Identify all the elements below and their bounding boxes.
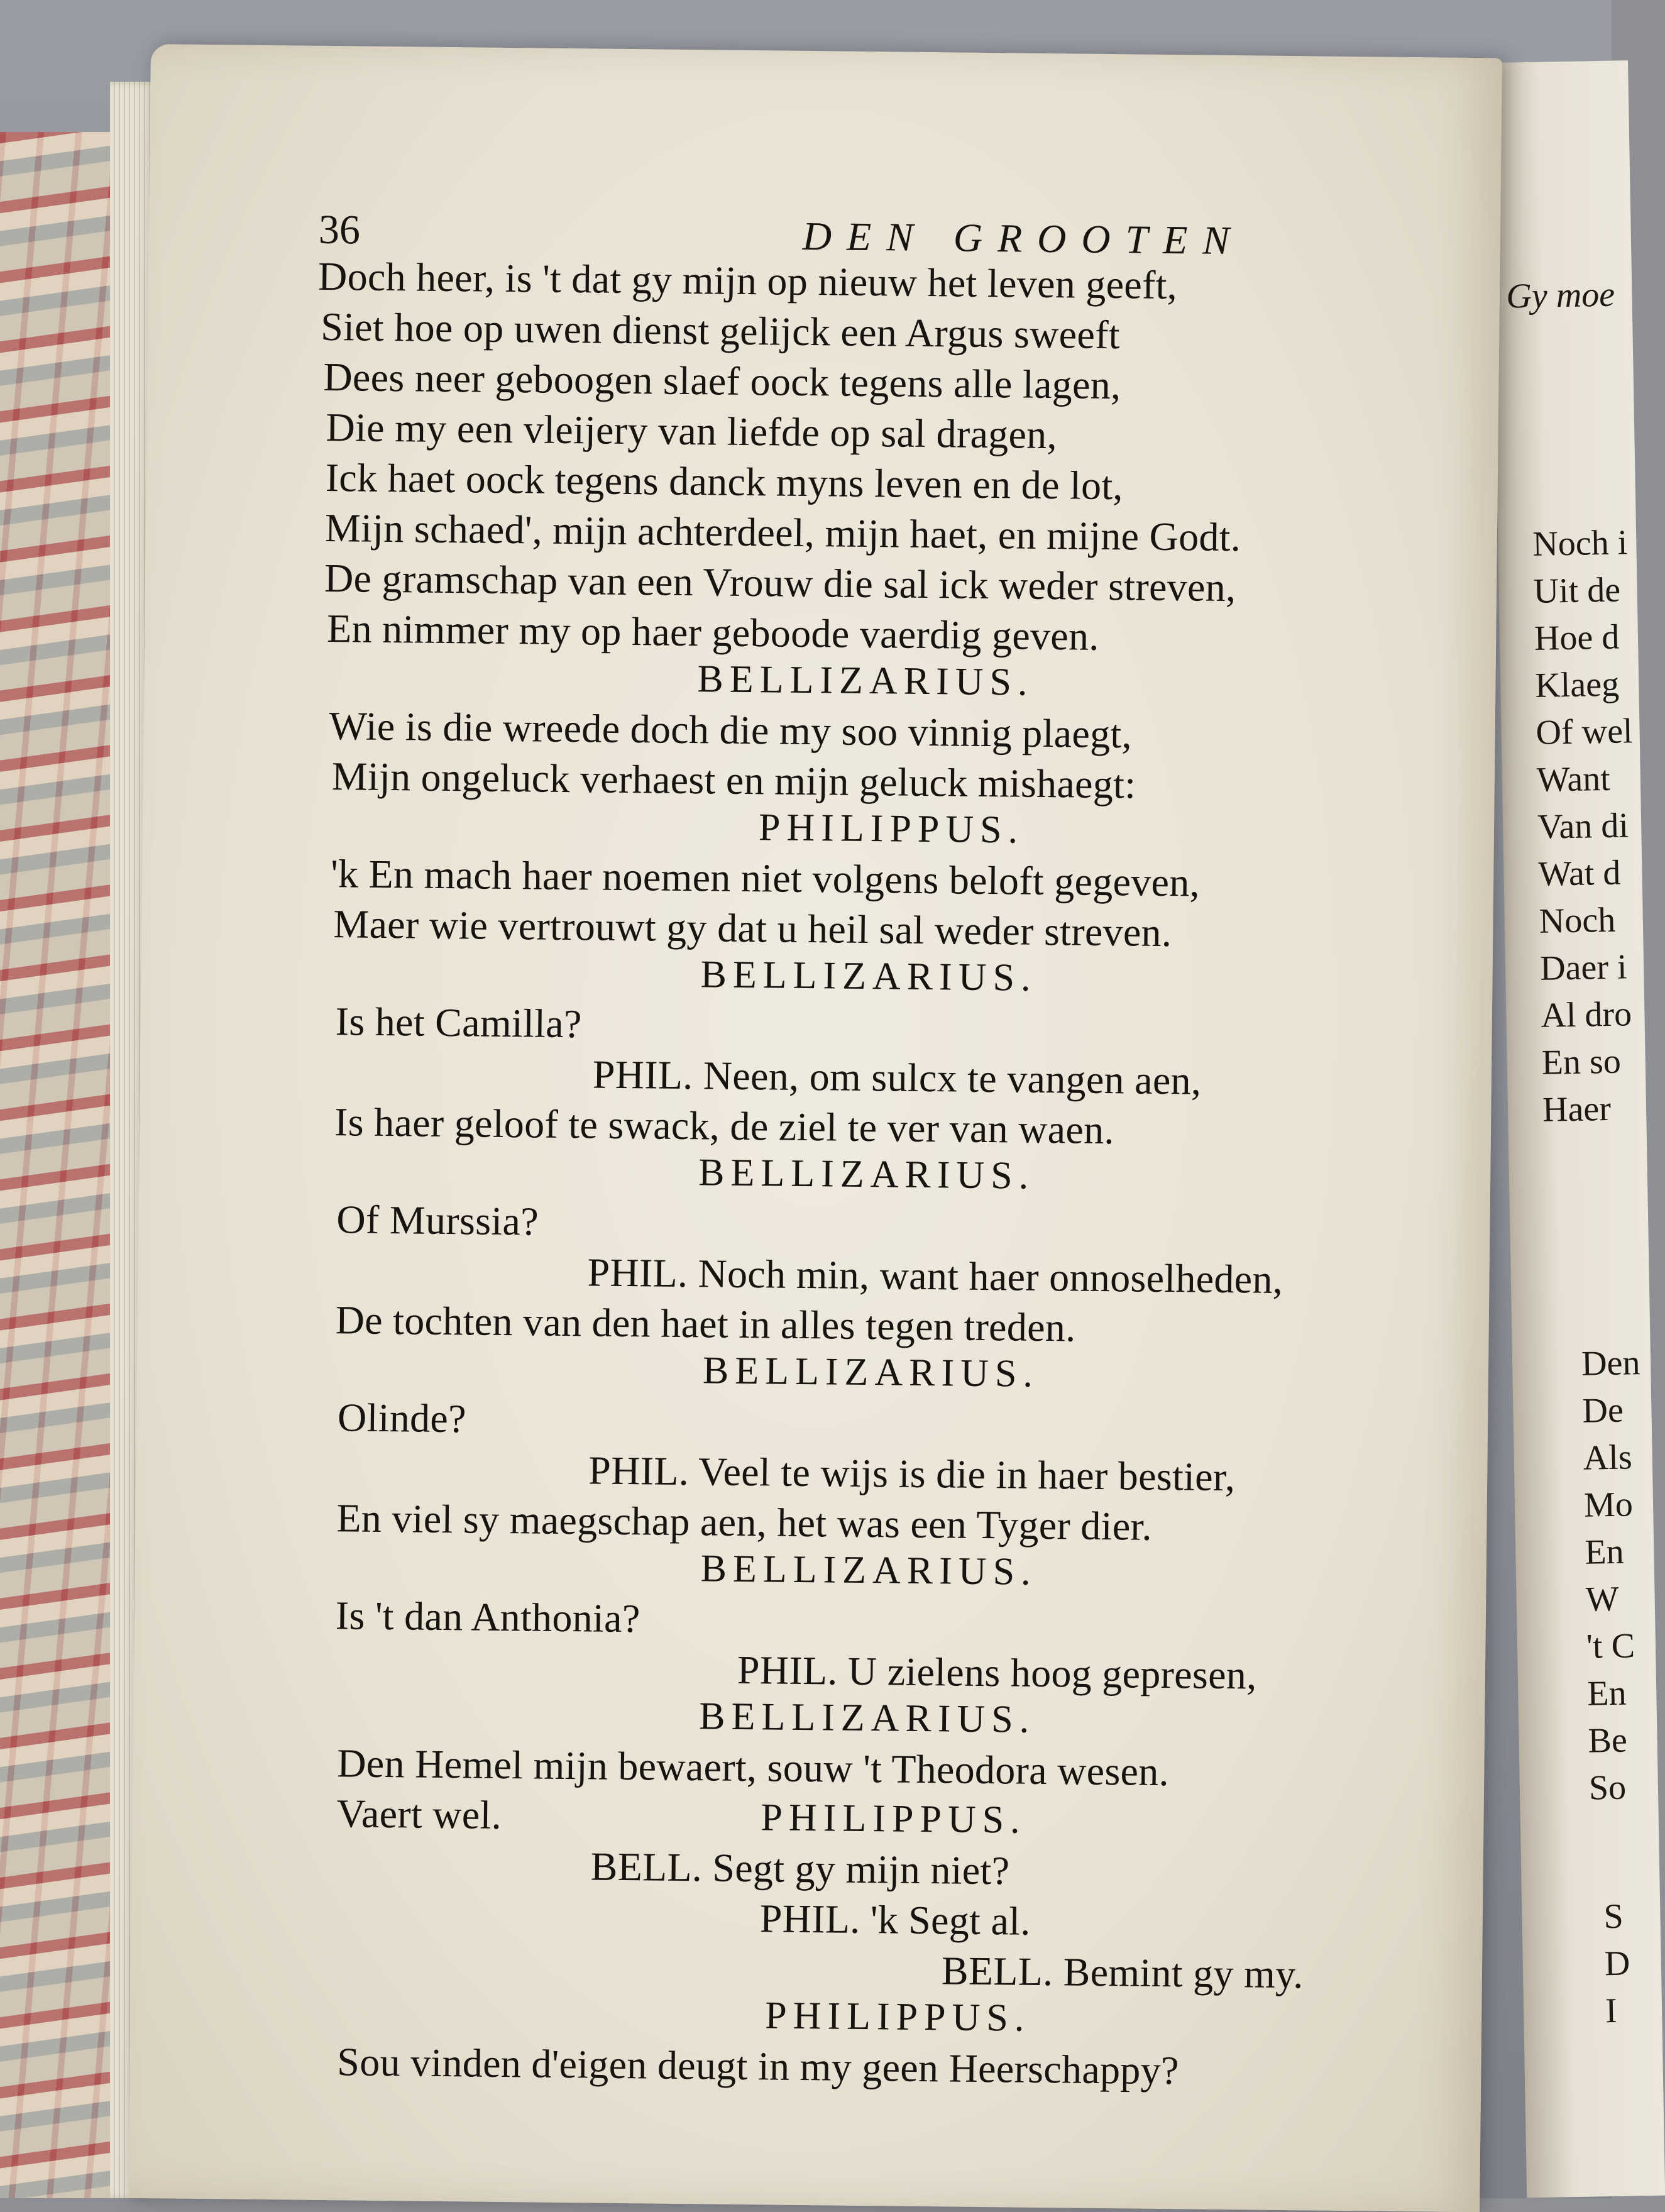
facing-fragment: En: [1584, 1532, 1625, 1572]
facing-fragment: Mo: [1583, 1485, 1634, 1525]
facing-fragment: Al dro: [1540, 994, 1632, 1035]
facing-fragment: En so: [1541, 1042, 1622, 1082]
verse-line: Mijn schaed', mijn achterdeel, mijn haet, en mijne Godt.: [324, 505, 1241, 560]
facing-fragment: Hoe d: [1534, 617, 1620, 658]
facing-fragment: De: [1581, 1390, 1624, 1431]
facing-fragment: Gy moe: [1505, 275, 1615, 316]
verse-line: PHIL. 'k Segt al.: [759, 1896, 1031, 1944]
verse-line: Siet hoe op uwen dienst gelijck een Argus sweeft: [320, 304, 1121, 358]
verse-line: Sou vinden d'eigen deugt in my geen Heerschappy?: [337, 2039, 1180, 2093]
facing-fragment: Noch i: [1532, 523, 1628, 564]
verse-line: PHIL. Veel te wijs is die in haer bestier,: [588, 1448, 1236, 1500]
facing-fragment: Of wel: [1536, 712, 1634, 752]
facing-fragment: 't C: [1586, 1626, 1635, 1666]
verse-line: Is haer geloof te swack, de ziel te ver van waen.: [334, 1099, 1115, 1153]
verse-line: En nimmer my op haer geboode vaerdig geven.: [326, 605, 1100, 659]
verse-line: Den Hemel mijn bewaert, souw 't Theodora wesen.: [337, 1741, 1170, 1795]
speaker-heading: BELLIZARIUS.: [700, 953, 1037, 999]
facing-fragment: D: [1604, 1944, 1630, 1984]
page-number: 36: [318, 206, 361, 253]
facing-fragment: W: [1585, 1579, 1620, 1619]
verse-line: Wie is die wreede doch die my soo vinnig plaegt,: [329, 703, 1133, 757]
book-page: [128, 44, 1502, 2212]
verse-line: Is het Camilla?: [335, 999, 583, 1047]
facing-fragment: Be: [1588, 1720, 1628, 1761]
verse-line: Die my een vleijery van liefde op sal dragen,: [326, 404, 1058, 458]
verse-line: Maer wie vertrouwt gy dat u heil sal weder streven.: [332, 901, 1172, 955]
speaker-heading: PHILIPPUS.: [758, 806, 1025, 852]
verse-line: PHIL. U zielens hoog gepresen,: [737, 1647, 1257, 1698]
facing-fragment: Den: [1581, 1343, 1640, 1384]
verse-line: BELL. Segt gy mijn niet?: [590, 1844, 1010, 1893]
speaker-heading: PHILIPPUS.: [761, 1796, 1026, 1842]
facing-fragment: Wat d: [1537, 853, 1621, 894]
speaker-heading: PHILIPPUS.: [764, 1994, 1031, 2040]
verse-line: Dees neer geboogen slaef oock tegens alle lagen,: [323, 354, 1121, 408]
facing-fragment: Als: [1583, 1438, 1633, 1478]
verse-line: En viel sy maegschap aen, het was een Tyger dier.: [336, 1495, 1153, 1549]
verse-line: 'k En mach haer noemen niet volgens beloft gegeven,: [330, 851, 1201, 905]
verse-line: Of Murssia?: [336, 1197, 539, 1244]
facing-fragment: En: [1586, 1673, 1627, 1714]
facing-fragment: Noch: [1539, 900, 1616, 941]
facing-fragment: Uit de: [1533, 570, 1621, 611]
facing-fragment: Van di: [1537, 806, 1629, 847]
facing-fragment: Want: [1536, 759, 1611, 800]
verse-line: De tochten van den haet in alles tegen treden.: [335, 1297, 1076, 1350]
verse-line: PHIL. Noch min, want haer onnoselheden,: [587, 1250, 1283, 1302]
verse-line: Olinde?: [337, 1395, 467, 1441]
speaker-heading: BELLIZARIUS.: [702, 1349, 1040, 1395]
verse-line: BELL. Bemint gy my.: [941, 1948, 1304, 1997]
facing-fragment: Haer: [1542, 1089, 1612, 1130]
facing-fragment: So: [1588, 1768, 1627, 1808]
running-title: DEN GROOTEN: [802, 213, 1245, 263]
verse-line: De gramschap van een Vrouw die sal ick weder streven,: [324, 555, 1236, 610]
verse-line: Doch heer, is 't dat gy mijn op nieuw het leven geeft,: [317, 253, 1178, 308]
verse-line: Mijn ongeluck verhaest en mijn geluck mishaegt:: [331, 754, 1136, 807]
facing-fragment: S: [1603, 1896, 1624, 1937]
facing-fragment: I: [1605, 1991, 1618, 2031]
facing-page: [1490, 60, 1665, 2198]
facing-fragment: Daer i: [1539, 947, 1628, 988]
verse-line: Ick haet oock tegens danck myns leven en de lot,: [325, 454, 1124, 509]
speaker-heading: BELLIZARIUS.: [697, 658, 1034, 704]
verse-line: Vaert wel.: [336, 1791, 502, 1837]
facing-fragment: Klaeg: [1534, 664, 1620, 705]
speaker-heading: BELLIZARIUS.: [700, 1547, 1038, 1593]
verse-line: Is 't dan Anthonia?: [335, 1593, 640, 1641]
speaker-heading: BELLIZARIUS.: [698, 1695, 1036, 1741]
verse-line: PHIL. Neen, om sulcx te vangen aen,: [592, 1052, 1202, 1103]
speaker-heading: BELLIZARIUS.: [698, 1151, 1035, 1197]
